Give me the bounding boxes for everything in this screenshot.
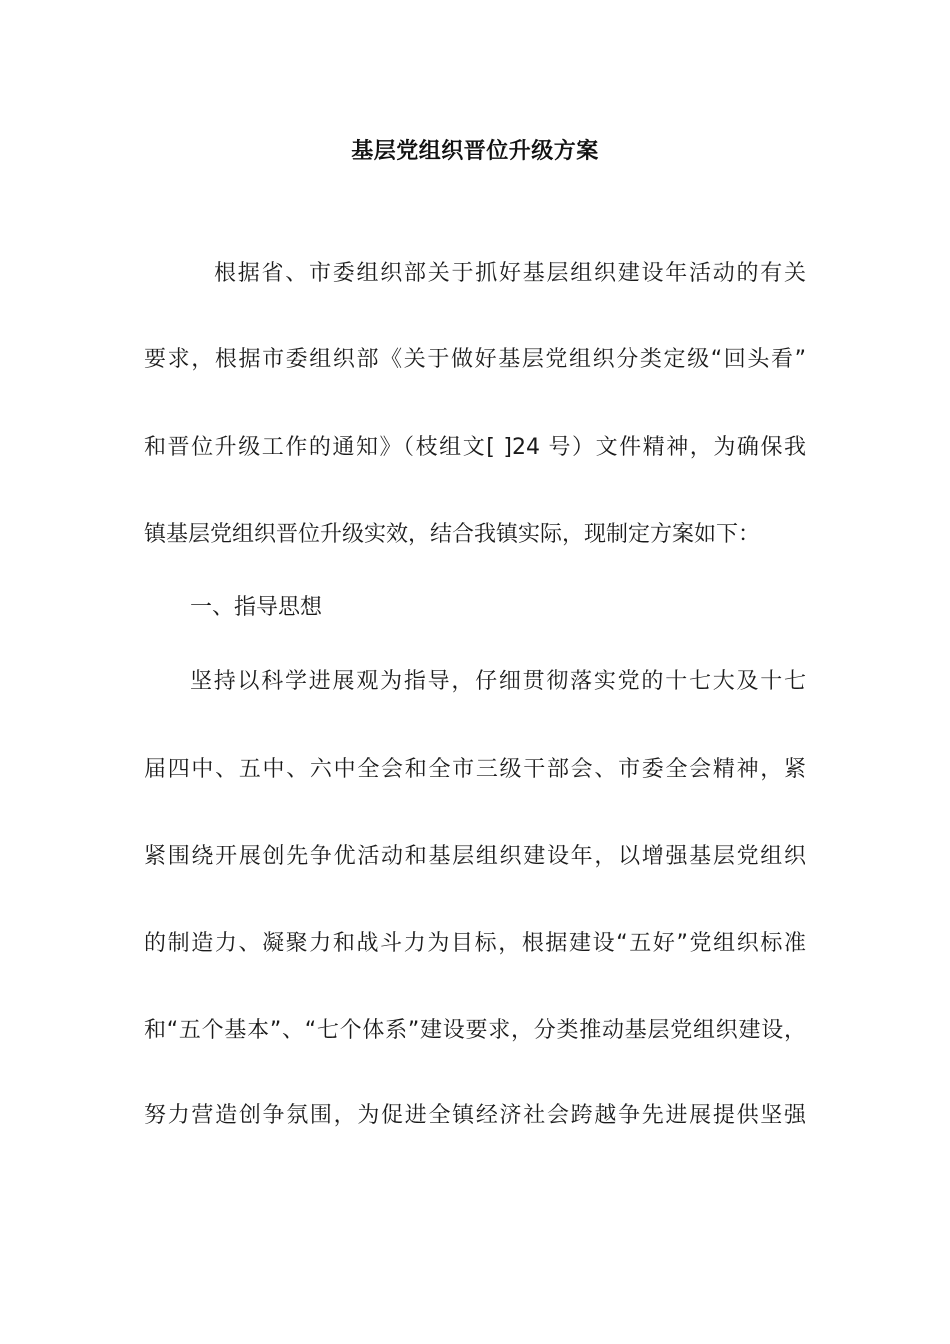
section-heading: 一、指导思想	[190, 595, 323, 620]
intro-line-3: 和晋位升级工作的通知》（枝组文[ ]24 号）文件精神，为确保我	[144, 435, 806, 460]
intro-line-4: 镇基层党组织晋位升级实效，结合我镇实际，现制定方案如下：	[144, 522, 761, 547]
intro-line-1: 根据省、市委组织部关于抓好基层组织建设年活动的有关	[214, 261, 806, 286]
body-line-4: 的制造力、凝聚力和战斗力为目标，根据建设“五好”党组织标准	[144, 931, 806, 956]
body-line-3: 紧围绕开展创先争优活动和基层组织建设年，以增强基层党组织	[144, 844, 806, 869]
body-line-2: 届四中、五中、六中全会和全市三级干部会、市委全会精神，紧	[144, 757, 806, 782]
body-line-6: 努力营造创争氛围，为促进全镇经济社会跨越争先进展提供坚强	[144, 1103, 806, 1128]
document-title: 基层党组织晋位升级方案	[351, 139, 599, 164]
intro-line-2: 要求，根据市委组织部《关于做好基层党组织分类定级“回头看”	[144, 347, 806, 372]
body-line-1: 坚持以科学进展观为指导，仔细贯彻落实党的十七大及十七	[190, 669, 806, 694]
body-line-5: 和“五个基本”、“七个体系”建设要求，分类推动基层党组织建设，	[144, 1018, 806, 1043]
